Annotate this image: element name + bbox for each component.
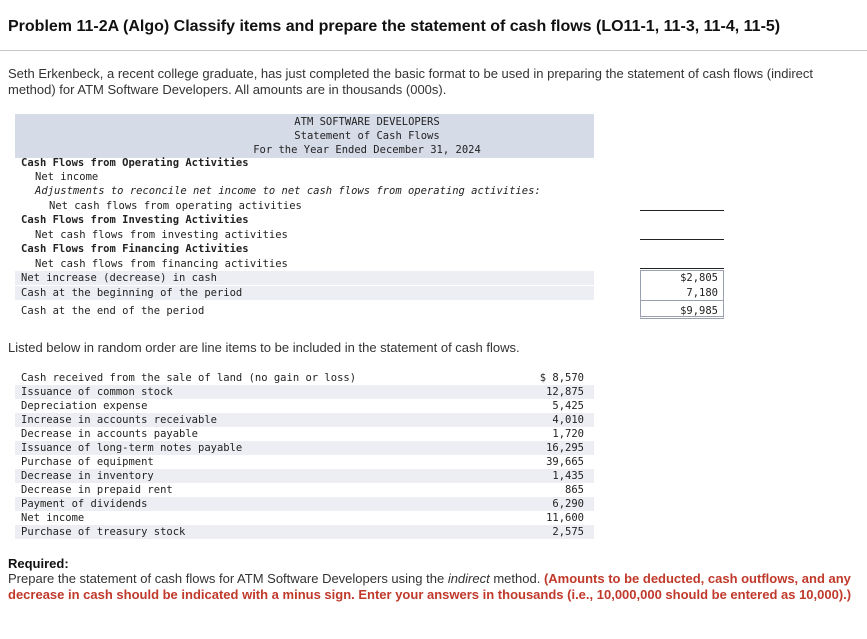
list-item bbox=[15, 511, 594, 525]
required-text-after: method. bbox=[489, 571, 544, 586]
cash-end-amount: $9,985 bbox=[680, 305, 718, 317]
list-item-value: $ 8,570 bbox=[539, 372, 584, 384]
list-item-value: 1,435 bbox=[552, 470, 584, 482]
financing-header: Cash Flows from Financing Activities bbox=[21, 243, 249, 255]
statement-name: Statement of Cash Flows bbox=[294, 130, 440, 142]
list-item-value: 6,290 bbox=[552, 498, 584, 510]
title-divider bbox=[0, 50, 867, 51]
list-item-label: Cash received from the sale of land (no gain or loss) bbox=[21, 372, 357, 384]
list-item bbox=[15, 427, 594, 441]
cash-beginning-line: Cash at the beginning of the period bbox=[15, 286, 594, 300]
required-title: Required: bbox=[8, 556, 69, 571]
list-item bbox=[15, 399, 594, 413]
list-item-label: Decrease in accounts payable bbox=[21, 428, 199, 440]
net-increase-line: Net increase (decrease) in cash bbox=[15, 271, 594, 285]
net-financing-amount-rule bbox=[640, 268, 724, 269]
net-income-line: Net income bbox=[35, 171, 99, 183]
net-investing-amount-rule bbox=[640, 239, 724, 240]
cash-beginning-amount: 7,180 bbox=[686, 287, 718, 299]
statement-period: For the Year Ended December 31, 2024 bbox=[253, 144, 481, 156]
operating-header: Cash Flows from Operating Activities bbox=[21, 157, 249, 169]
list-item-label: Decrease in inventory bbox=[21, 470, 154, 482]
net-increase-amount: $2,805 bbox=[680, 272, 718, 284]
list-item-label: Net income bbox=[21, 512, 85, 524]
problem-title: Problem 11-2A (Algo) Classify items and prepare the statement of cash flows (LO11-1, 11-3, 11-4, 11-5) bbox=[8, 18, 781, 35]
list-item bbox=[15, 469, 594, 483]
list-item bbox=[15, 497, 594, 511]
net-financing-line: Net cash flows from financing activities bbox=[35, 258, 288, 270]
list-item-value: 11,600 bbox=[546, 512, 584, 524]
list-item-label: Issuance of common stock bbox=[21, 386, 173, 398]
list-item bbox=[15, 483, 594, 497]
required-note: (Amounts to be deducted, cash outflows, and any decrease in cash should be indicated with a minus sign. Enter your answers in thousands (i.e., 10,000,000 should be entered as 10,000).) bbox=[8, 571, 852, 602]
cash-end-line: Cash at the end of the period bbox=[21, 305, 205, 317]
list-item-label: Depreciation expense bbox=[21, 400, 148, 412]
list-item-label: Decrease in prepaid rent bbox=[21, 484, 173, 496]
list-item-label: Increase in accounts receivable bbox=[21, 414, 217, 426]
list-item-value: 16,295 bbox=[546, 442, 584, 454]
cash-beginning-rule bbox=[641, 300, 723, 301]
net-investing-line: Net cash flows from investing activities bbox=[35, 229, 288, 241]
list-item-label: Purchase of equipment bbox=[21, 456, 154, 468]
list-item bbox=[15, 413, 594, 427]
list-item-value: 865 bbox=[565, 484, 584, 496]
list-item-value: 4,010 bbox=[552, 414, 584, 426]
list-item-label: Payment of dividends bbox=[21, 498, 148, 510]
list-item-value: 39,665 bbox=[546, 456, 584, 468]
list-item bbox=[15, 455, 594, 469]
list-item-value: 5,425 bbox=[552, 400, 584, 412]
adjustments-line: Adjustments to reconcile net income to net cash flows from operating activities: bbox=[35, 185, 541, 197]
list-item bbox=[15, 371, 594, 385]
list-item-value: 1,720 bbox=[552, 428, 584, 440]
list-item-label: Purchase of treasury stock bbox=[21, 526, 186, 538]
list-item bbox=[15, 385, 594, 399]
list-item bbox=[15, 441, 594, 455]
list-item bbox=[15, 525, 594, 539]
net-operating-amount-rule bbox=[640, 210, 724, 211]
problem-intro: Seth Erkenbeck, a recent college graduate, has just completed the basic format to be used in preparing the statement of cash flows (indirect method) for ATM Software Developers. All amounts are in thousands (000s). bbox=[8, 66, 814, 97]
listed-heading: Listed below in random order are line items to be included in the statement of cash flows. bbox=[8, 340, 520, 355]
net-operating-line: Net cash flows from operating activities bbox=[49, 200, 302, 212]
list-item-value: 2,575 bbox=[552, 526, 584, 538]
investing-header: Cash Flows from Investing Activities bbox=[21, 214, 249, 226]
list-item-label: Issuance of long-term notes payable bbox=[21, 442, 243, 454]
statement-header bbox=[15, 114, 594, 158]
required-text bbox=[8, 571, 858, 603]
required-text-before: Prepare the statement of cash flows for ATM Software Developers using the bbox=[8, 571, 448, 586]
list-item-value: 12,875 bbox=[546, 386, 584, 398]
statement-company: ATM SOFTWARE DEVELOPERS bbox=[294, 116, 440, 128]
required-text-emphasis: indirect bbox=[447, 571, 490, 586]
